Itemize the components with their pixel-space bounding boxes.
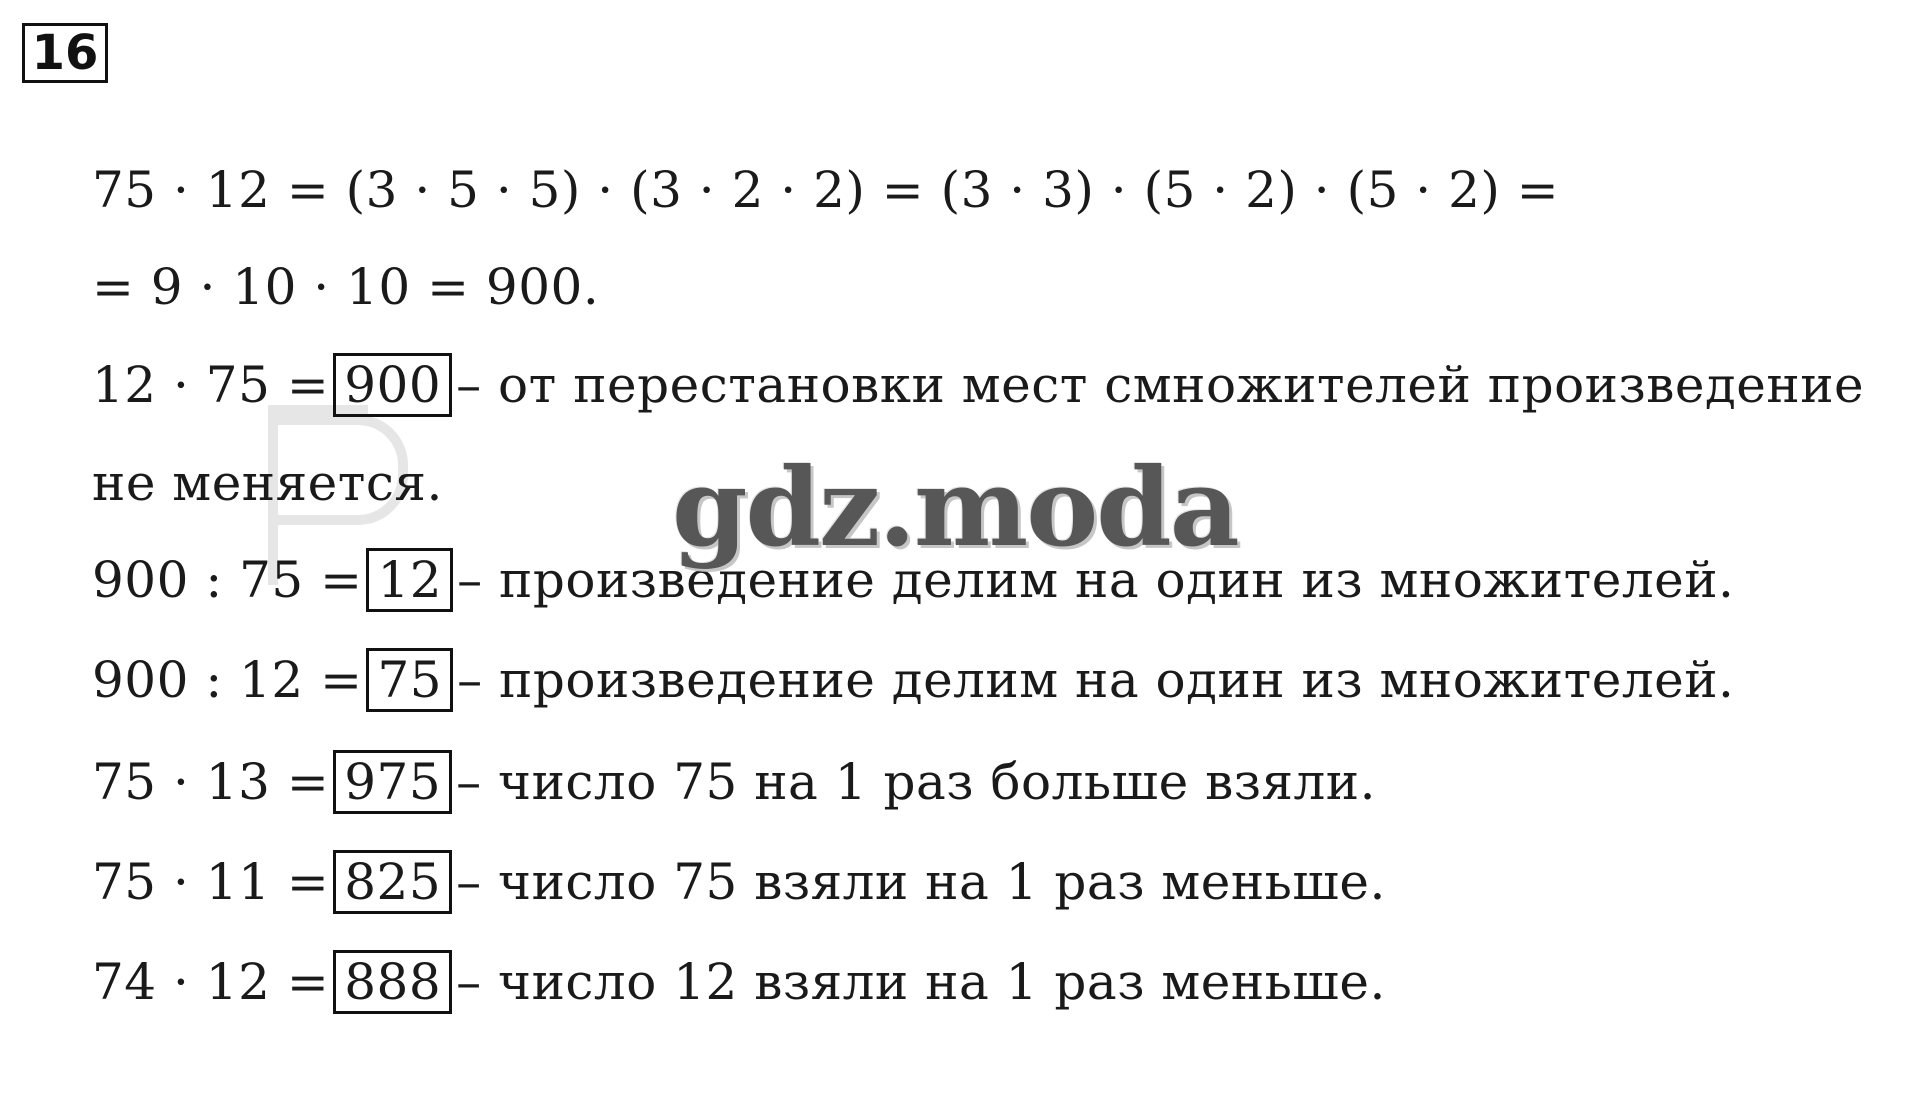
solution-line-3 — [92, 345, 1864, 425]
equation-lhs: 75 · 11 = — [92, 853, 330, 911]
equation-lhs: 900 : 12 = — [92, 651, 363, 709]
equation-lhs: 74 · 12 = — [92, 953, 330, 1011]
solution-line-5 — [92, 540, 1734, 620]
answer-box: 12 — [366, 548, 453, 612]
answer-box: 825 — [333, 850, 452, 914]
watermark-text: gdz.moda — [672, 445, 1238, 571]
solution-line-7 — [92, 742, 1376, 822]
task-number-badge: 16 — [22, 23, 108, 83]
equation-comment: – от перестановки мест смножителей произведение — [456, 356, 1865, 414]
equation-text: не меняется. — [92, 454, 443, 512]
solution-line-4 — [92, 443, 443, 523]
equation-comment: – произведение делим на один из множителей. — [457, 651, 1735, 709]
answer-box: 75 — [366, 648, 453, 712]
solution-line-6 — [92, 640, 1734, 720]
answer-box: 888 — [333, 950, 452, 1014]
equation-comment: – произведение делим на один из множителей. — [457, 551, 1735, 609]
equation-lhs: 75 · 13 = — [92, 753, 330, 811]
solution-line-8 — [92, 842, 1386, 922]
solution-line-9 — [92, 942, 1386, 1022]
answer-box: 975 — [333, 750, 452, 814]
equation-text: = 9 · 10 · 10 = 900. — [92, 258, 600, 316]
equation-text: 75 · 12 = (3 · 5 · 5) · (3 · 2 · 2) = (3 · 3) · (5 · 2) · (5 · 2) = — [92, 161, 1560, 219]
equation-lhs: 12 · 75 = — [92, 356, 330, 414]
solution-line-2 — [92, 247, 599, 327]
equation-comment: – число 75 взяли на 1 раз меньше. — [456, 853, 1386, 911]
equation-comment: – число 12 взяли на 1 раз меньше. — [456, 953, 1386, 1011]
equation-comment: – число 75 на 1 раз больше взяли. — [456, 753, 1377, 811]
answer-box: 900 — [333, 353, 452, 417]
equation-lhs: 900 : 75 = — [92, 551, 363, 609]
solution-line-1 — [92, 150, 1559, 230]
